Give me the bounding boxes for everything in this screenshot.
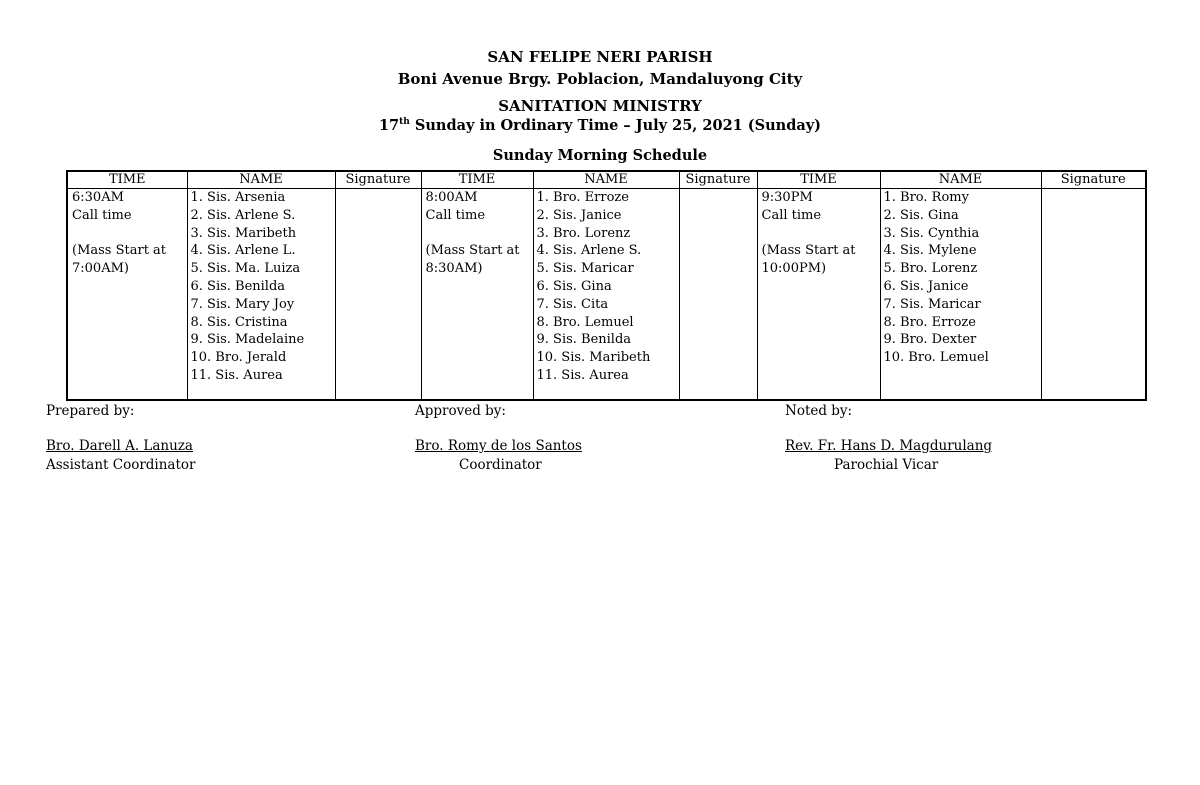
list-item: 5. Sis. Maricar — [536, 261, 634, 277]
signature-cell — [335, 189, 421, 401]
date-line — [0, 117, 1200, 134]
list-item: 5. Sis. Ma. Luiza — [190, 261, 301, 277]
prepared-by-name: Bro. Darell A. Lanuza — [46, 438, 193, 454]
date-ordinal-suffix: th — [399, 117, 410, 128]
mass-start-label: (Mass Start at — [72, 243, 167, 259]
list-item: 11. Sis. Aurea — [536, 367, 629, 383]
list-item: 2. Sis. Gina — [883, 207, 959, 223]
list-item: 9. Bro. Dexter — [883, 332, 977, 348]
header-time: TIME — [67, 171, 187, 189]
list-item: 7. Sis. Mary Joy — [190, 296, 295, 312]
parish-name: SAN FELIPE NERI PARISH — [487, 48, 713, 66]
noted-by-name: Rev. Fr. Hans D. Magdurulang — [785, 438, 993, 454]
mass-start-time: 8:30AM) — [425, 261, 483, 277]
header-name: NAME — [880, 171, 1041, 189]
schedule-table — [66, 170, 1147, 401]
list-item: 8. Bro. Lemuel — [536, 314, 634, 330]
time-cell — [421, 189, 533, 401]
header-time: TIME — [421, 171, 533, 189]
call-time-label: Call time — [425, 207, 486, 223]
mass-start-time: 7:00AM) — [72, 261, 129, 277]
list-item: 6. Sis. Gina — [536, 278, 612, 294]
table-header-row — [67, 171, 1146, 189]
header-name: NAME — [187, 171, 335, 189]
list-item: 3. Sis. Cynthia — [883, 225, 980, 241]
parish-address: Boni Avenue Brgy. Poblacion, Mandaluyong City — [397, 70, 803, 88]
list-item: 10. Sis. Maribeth — [536, 350, 651, 366]
mass-start-label: (Mass Start at — [761, 243, 856, 259]
list-item: 11. Sis. Aurea — [190, 367, 283, 383]
approved-by-label: Approved by: — [415, 403, 506, 419]
noted-by-label: Noted by: — [785, 403, 853, 419]
date-rest: Sunday in Ordinary Time – July 25, 2021 (Sunday) — [409, 117, 822, 134]
list-item: 9. Sis. Madelaine — [190, 332, 305, 348]
signature-cell — [1041, 189, 1146, 401]
list-item: 6. Sis. Janice — [883, 278, 969, 294]
list-item: 7. Sis. Maricar — [883, 296, 981, 312]
time-value: 8:00AM — [425, 190, 478, 205]
list-item: 10. Bro. Jerald — [190, 350, 287, 366]
mass-start-time: 10:00PM) — [761, 261, 827, 277]
list-item: 3. Bro. Lorenz — [536, 225, 631, 241]
call-time-label: Call time — [761, 207, 822, 223]
list-item: 5. Bro. Lorenz — [883, 261, 978, 277]
list-item: 4. Sis. Arlene S. — [536, 243, 642, 259]
header-time: TIME — [757, 171, 880, 189]
mass-start-label: (Mass Start at — [425, 243, 520, 259]
names-cell — [880, 189, 1041, 401]
names-cell — [187, 189, 335, 401]
noted-by-role: Parochial Vicar — [834, 457, 939, 473]
prepared-by-label: Prepared by: — [46, 403, 135, 419]
list-item: 8. Sis. Cristina — [190, 314, 288, 330]
schedule-title: Sunday Morning Schedule — [492, 147, 708, 164]
time-value: 6:30AM — [72, 190, 124, 205]
time-cell — [757, 189, 880, 401]
list-item: 9. Sis. Benilda — [536, 332, 632, 348]
list-item: 3. Sis. Maribeth — [190, 225, 297, 241]
prepared-by-role: Assistant Coordinator — [46, 457, 196, 473]
ministry-title: SANITATION MINISTRY — [498, 97, 702, 115]
call-time-label: Call time — [72, 207, 132, 223]
list-item: 4. Sis. Mylene — [883, 243, 977, 259]
list-item: 8. Bro. Erroze — [883, 314, 976, 330]
approved-by-name: Bro. Romy de los Santos — [415, 438, 582, 454]
list-item: 1. Sis. Arsenia — [190, 190, 286, 205]
table-row — [67, 189, 1146, 401]
date-ordinal: 17 — [378, 117, 400, 134]
list-item: 6. Sis. Benilda — [190, 278, 286, 294]
list-item: 1. Bro. Romy — [883, 190, 969, 205]
list-item: 7. Sis. Cita — [536, 296, 609, 312]
list-item: 1. Bro. Erroze — [536, 190, 629, 205]
approved-by-role: Coordinator — [459, 457, 542, 473]
list-item: 2. Sis. Arlene S. — [190, 207, 296, 223]
list-item: 4. Sis. Arlene L. — [190, 243, 296, 259]
header-signature: Signature — [679, 171, 757, 189]
list-item: 2. Sis. Janice — [536, 207, 622, 223]
time-cell — [67, 189, 187, 401]
names-cell — [533, 189, 679, 401]
signature-cell — [679, 189, 757, 401]
time-value: 9:30PM — [761, 190, 813, 205]
header-signature: Signature — [1041, 171, 1146, 189]
header-name: NAME — [533, 171, 679, 189]
header-signature: Signature — [335, 171, 421, 189]
list-item: 10. Bro. Lemuel — [883, 350, 989, 366]
